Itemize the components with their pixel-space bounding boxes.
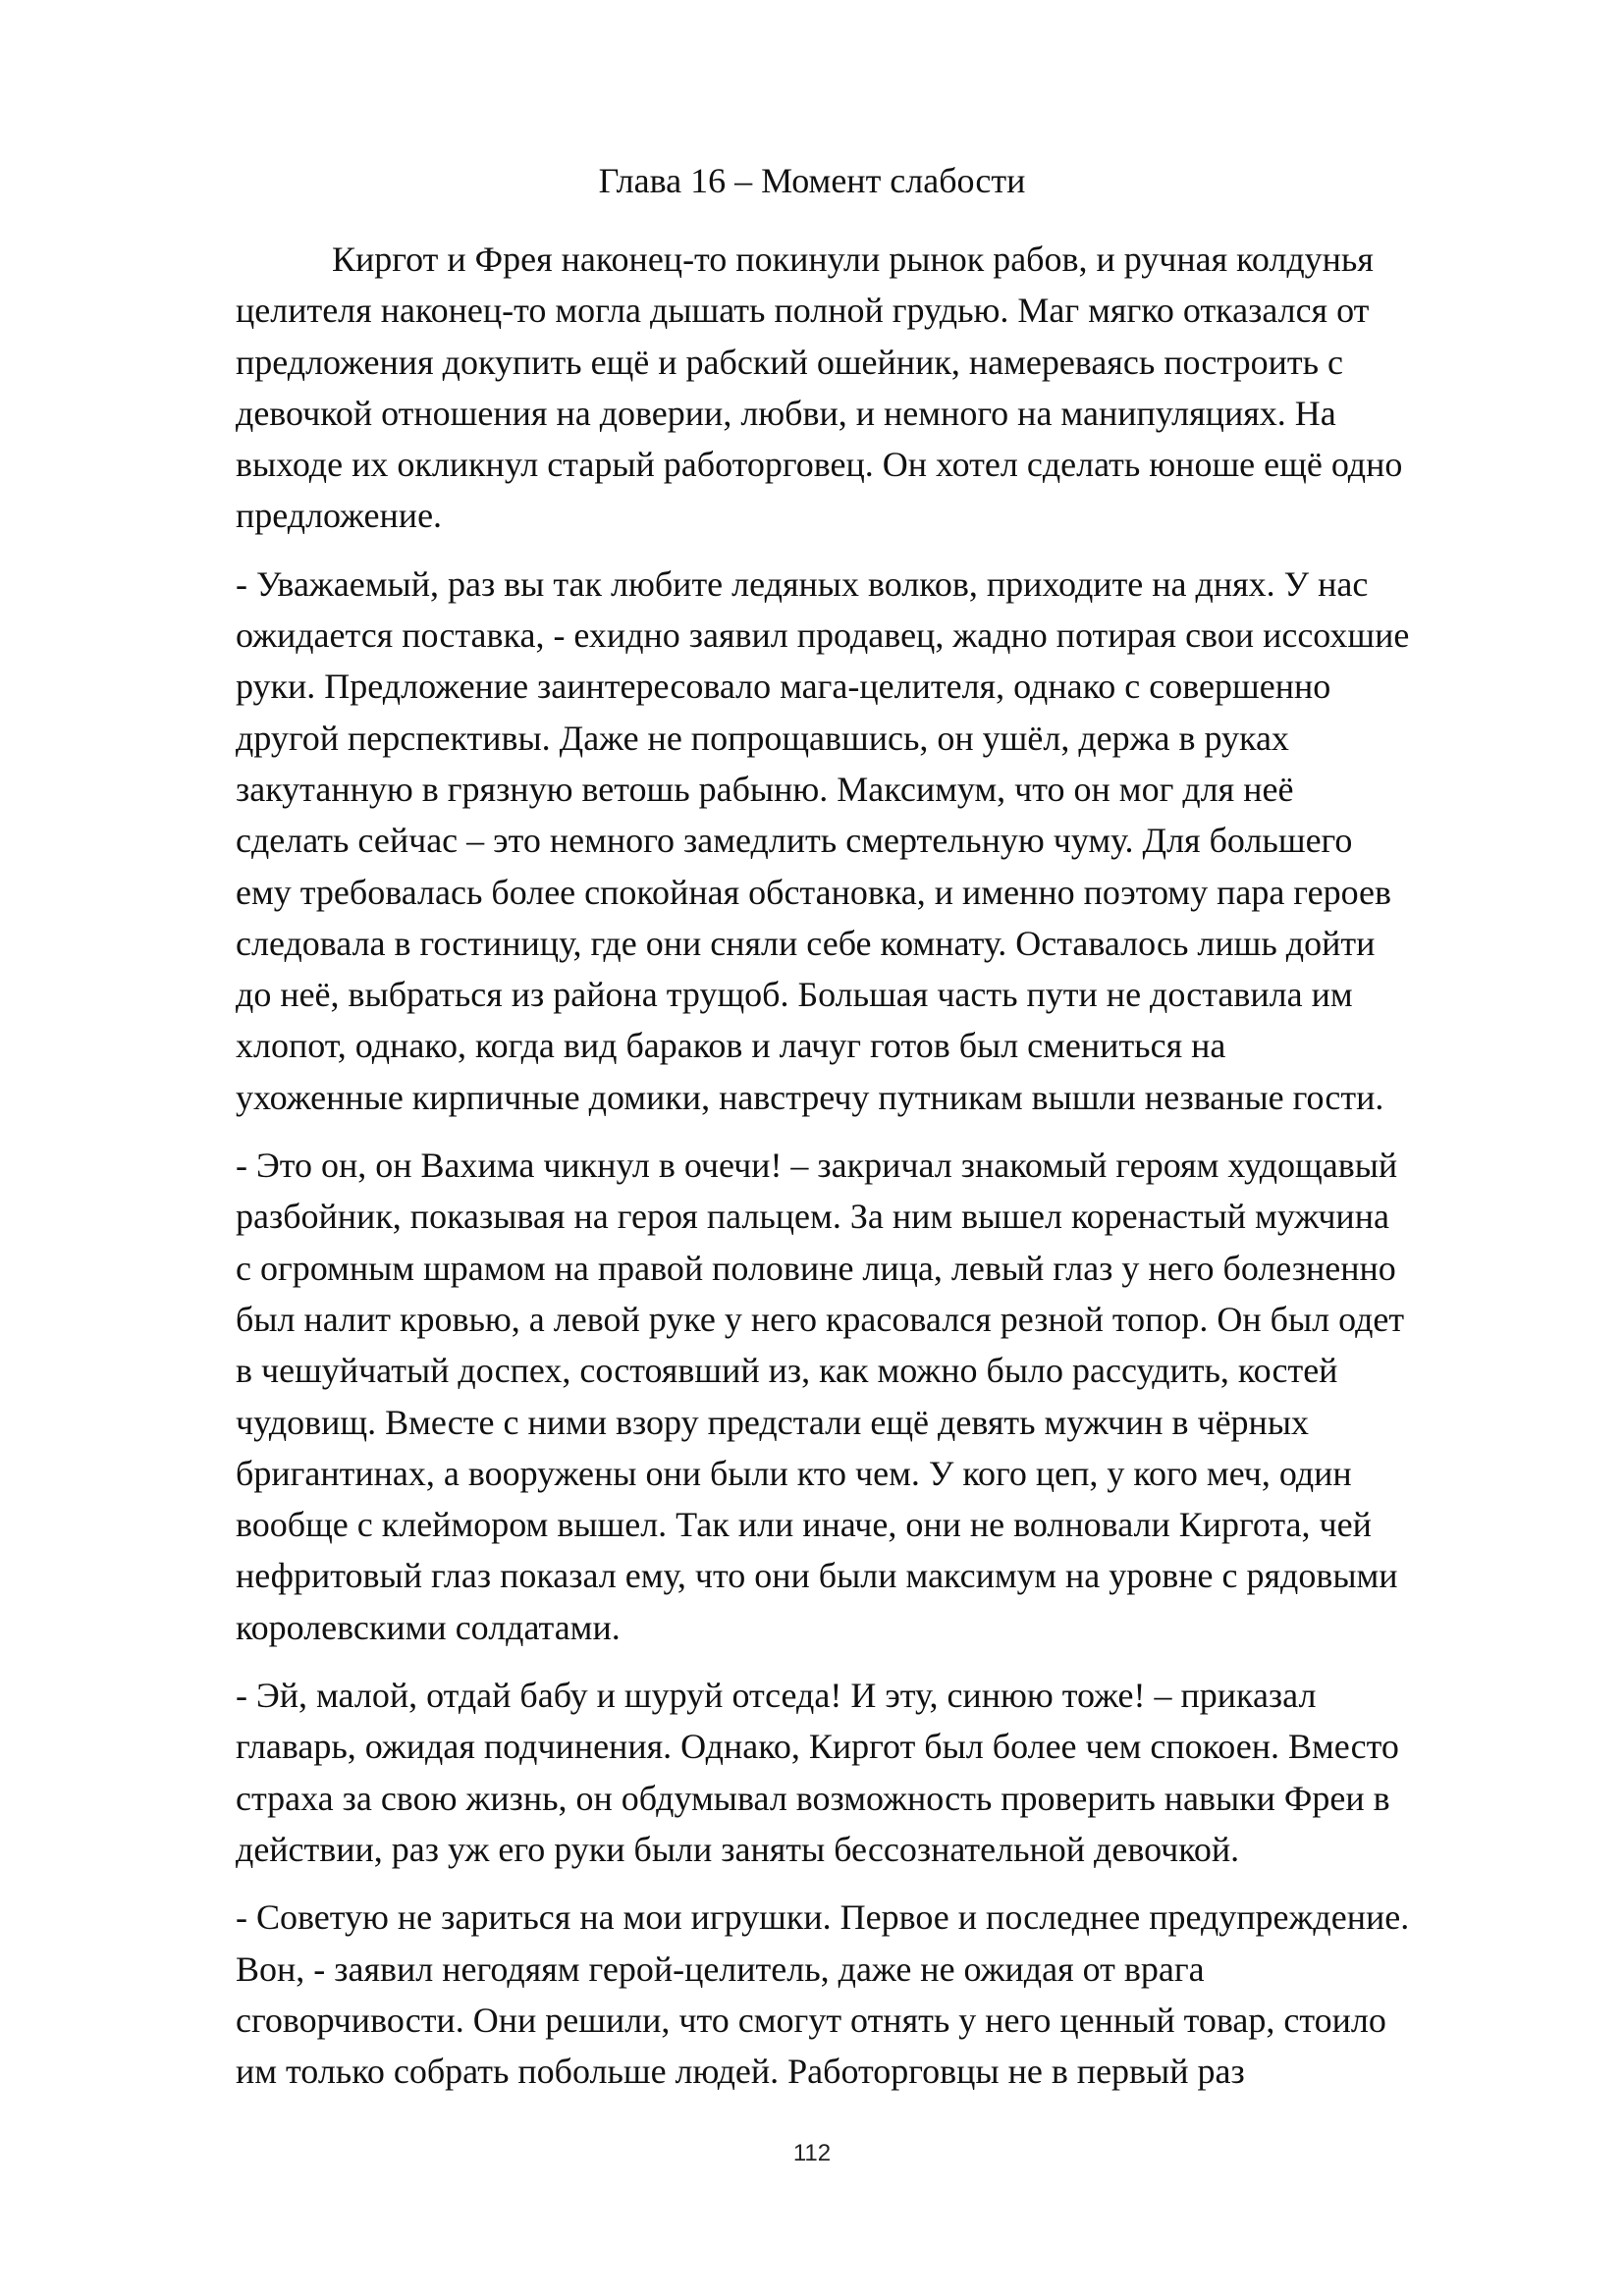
text-line: руки. Предложение заинтересовало мага-целителя, однако с совершенно: [236, 667, 1331, 707]
paragraph: [236, 234, 1556, 542]
text-line: чудовищ. Вместе с ними взору предстали ещё девять мужчин в чёрных: [236, 1402, 1310, 1442]
text-line: выходе их окликнул старый работорговец. Он хотел сделать юноше ещё одно: [236, 445, 1403, 485]
text-line: следовала в гостиницу, где они сняли себе комнату. Оставалось лишь дойти: [236, 923, 1376, 963]
page-number: 112: [792, 2140, 832, 2166]
text-line: нефритовый глаз показал ему, что они были максимум на уровне с рядовыми: [236, 1556, 1398, 1596]
text-line: им только собрать побольше людей. Работорговцы не в первый раз: [236, 2052, 1245, 2092]
text-line: - Советую не зариться на мои игрушки. Первое и последнее предупреждение.: [236, 1897, 1410, 1938]
text-line: сделать сейчас – это немного замедлить смертельную чуму. Для большего: [236, 821, 1353, 861]
text-line: в чешуйчатый доспех, состоявший из, как можно было рассудить, костей: [236, 1351, 1338, 1391]
text-line: девочкой отношения на доверии, любви, и немного на манипуляциях. На: [236, 393, 1336, 433]
text-line: предложение.: [236, 496, 443, 536]
text-line: ухоженные кирпичные домики, навстречу путникам вышли незваные гости.: [236, 1077, 1384, 1117]
text-line: главарь, ожидая подчинения. Однако, Киргот был более чем спокоен. Вместо: [236, 1727, 1399, 1767]
paragraph: [236, 559, 1556, 1123]
text-line: Вон, - заявил негодяям герой-целитель, даже не ожидая от врага: [236, 1949, 1205, 1989]
text-line: до неё, выбраться из района трущоб. Большая часть пути не доставила им: [236, 975, 1353, 1015]
paragraph: [236, 1140, 1556, 1653]
text-line: Киргот и Фрея наконец-то покинули рынок рабов, и ручная колдунья: [332, 240, 1374, 279]
text-line: - Уважаемый, раз вы так любите ледяных волков, приходите на днях. У нас: [236, 563, 1369, 604]
paragraph: [236, 1670, 1556, 1875]
text-line: страха за свою жизнь, он обдумывал возможность проверить навыки Фреи в: [236, 1778, 1390, 1818]
paragraph: [236, 1892, 1556, 2097]
text-line: целителя наконец-то могла дышать полной грудью. Маг мягко отказался от: [236, 291, 1370, 331]
text-line: разбойник, показывая на героя пальцем. За ним вышел коренастый мужчина: [236, 1197, 1389, 1237]
text-line: сговорчивости. Они решили, что смогут отнять у него ценный товар, стоило: [236, 2000, 1386, 2040]
text-line: вообще с клеймором вышел. Так или иначе, они не волновали Киргота, чей: [236, 1505, 1372, 1545]
text-line: ему требовалась более спокойная обстановка, и именно поэтому пара героев: [236, 872, 1391, 912]
text-line: - Это он, он Вахима чикнул в очечи! – закричал знакомый героям худощавый: [236, 1146, 1398, 1186]
text-line: с огромным шрамом на правой половине лица, левый глаз у него болезненно: [236, 1248, 1396, 1288]
text-line: предложения докупить ещё и рабский ошейник, намереваясь построить с: [236, 342, 1343, 382]
text-line: - Эй, малой, отдай бабу и шуруй отседа! И эту, синюю тоже! – приказал: [236, 1676, 1317, 1716]
text-line: другой перспективы. Даже не попрощавшись, он ушёл, держа в руках: [236, 718, 1289, 758]
text-line: закутанную в грязную ветошь рабыню. Максимум, что он мог для неё: [236, 769, 1294, 809]
text-line: был налит кровью, а левой руке у него красовался резной топор. Он был одет: [236, 1299, 1405, 1339]
text-line: ожидается поставка, - ехидно заявил продавец, жадно потирая свои иссохшие: [236, 615, 1410, 656]
body-text: [236, 234, 1556, 2113]
chapter-title: Глава 16 – Момент слабости: [598, 161, 1026, 200]
text-line: королевскими солдатами.: [236, 1607, 621, 1647]
text-line: бригантинах, а вооружены они были кто чем. У кого цеп, у кого меч, один: [236, 1453, 1352, 1493]
text-line: действии, раз уж его руки были заняты бессознательной девочкой.: [236, 1829, 1240, 1869]
text-line: хлопот, однако, когда вид бараков и лачуг готов был смениться на: [236, 1026, 1226, 1066]
